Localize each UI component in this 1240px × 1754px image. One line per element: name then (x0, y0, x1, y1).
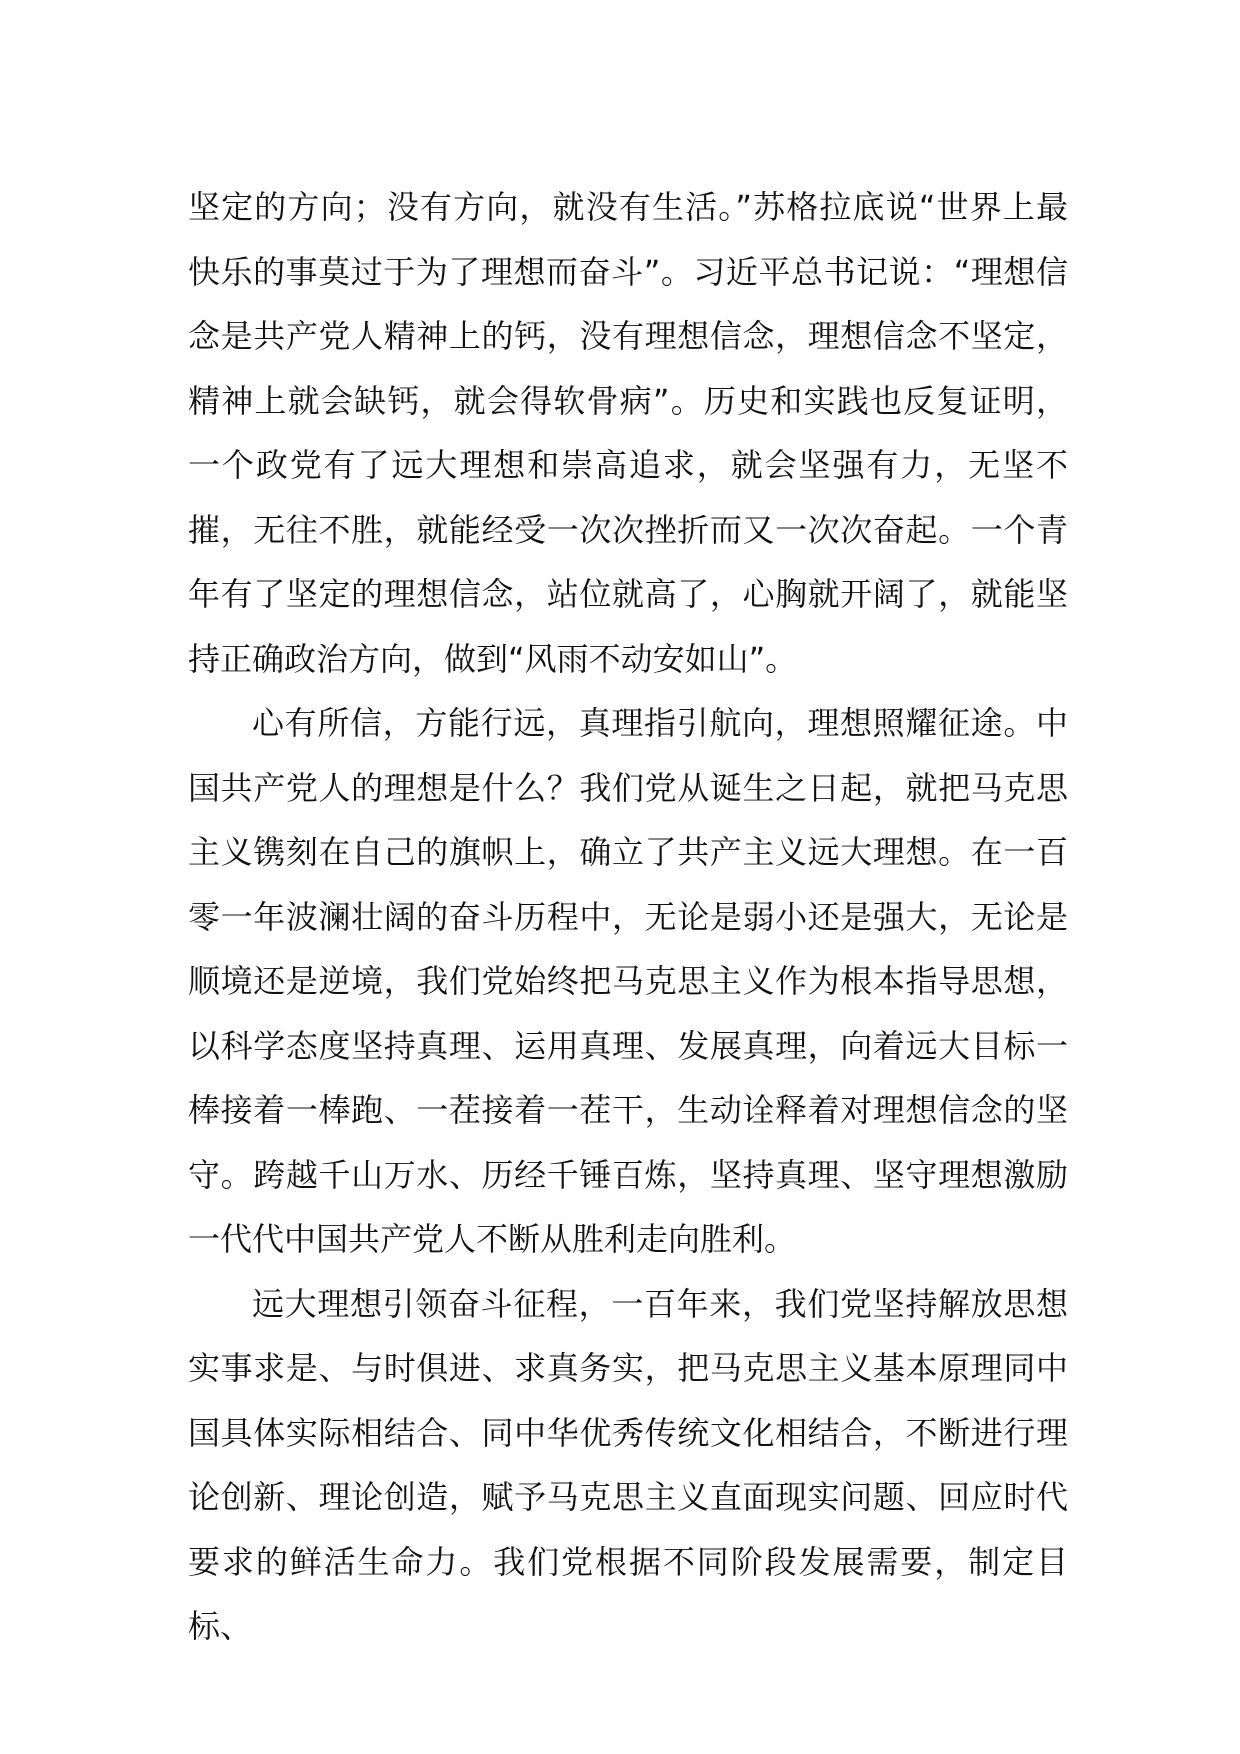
paragraph-1: 坚定的方向；没有方向，就没有生活。”苏格拉底说“世界上最快乐的事莫过于为了理想而奋斗”。习近平总书记说：“理想信念是共产党人精神上的钙，没有理想信念，理想信念不坚定，精神上就会缺钙，就会得软骨病”。历史和实践也反复证明，一个政党有了远大理想和崇高追求，就会坚强有力，无坚不摧，无往不胜，就能经受一次次挫折而又一次次奋起。一个青年有了坚定的理想信念，站位就高了，心胸就开阔了，就能坚持正确政治方向，做到“风雨不动安如山”。 (188, 188, 1068, 678)
paragraph-3: 远大理想引领奋斗征程，一百年来，我们党坚持解放思想实事求是、与时俱进、求真务实，把马克思主义基本原理同中国具体实际相结合、同中华优秀传统文化相结合，不断进行理论创新、理论创造，赋予马克思主义直面现实问题、回应时代要求的鲜活生命力。我们党根据不同阶段发展需要，制定目标、 (188, 1284, 1068, 1645)
document-body (188, 175, 1068, 1659)
paragraph-2: 心有所信，方能行远，真理指引航向，理想照耀征途。中国共产党人的理想是什么？我们党从诞生之日起，就把马克思主义镌刻在自己的旗帜上，确立了共产主义远大理想。在一百零一年波澜壮阔的奋斗历程中，无论是弱小还是强大，无论是顺境还是逆境，我们党始终把马克思主义作为根本指导思想，以科学态度坚持真理、运用真理、发展真理，向着远大目标一棒接着一棒跑、一茬接着一茬干，生动诠释着对理想信念的坚守。跨越千山万水、历经千锤百炼，坚持真理、坚守理想激励一代代中国共产党人不断从胜利走向胜利。 (188, 704, 1068, 1258)
